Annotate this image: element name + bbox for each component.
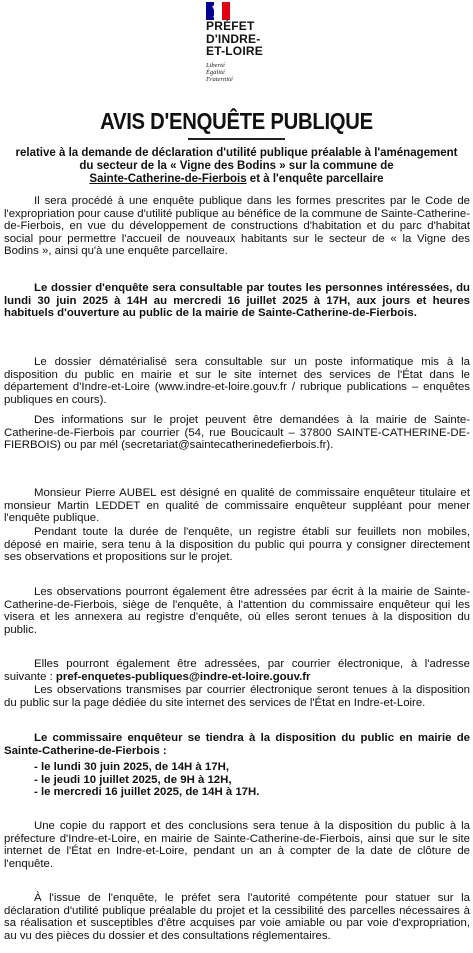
list-item: - le mercredi 16 juillet 2025, de 14H à 17H. <box>34 786 260 799</box>
prefecture-logo <box>196 2 316 94</box>
paragraph-email: Elles pourront également être adressées, par courrier électronique, à l'adresse suivante : pref-enquetes-publiques@indre-et-loire.gouv.fr <box>4 658 470 683</box>
marianne-flag-icon <box>206 2 230 20</box>
paragraph-information: Des informations sur le projet peuvent être demandées à la mairie de Sainte-Catherine-de-Fierbois par courrier (54, rue Boucicault – 37800 SAINTE-CATHERINE-DE-FIERBOIS) ou par mél (secretariat@saintecatherinedefierbois.fr). <box>4 414 470 452</box>
email-address: pref-enquetes-publiques@indre-et-loire.gouv.fr <box>55 670 311 683</box>
paragraph-email-observations: Les observations transmises par courrier électronique seront tenues à la disposition du public sur la page dédiée du site internet des services de l'État en Indre-et-Loire. <box>4 684 470 709</box>
paragraph-register: Pendant toute la durée de l'enquête, un registre établi sur feuillets non mobiles, déposé en mairie, sera tenu à la disposition du public qui pourra y consigner directement ses observations et propositions sur le projet. <box>4 526 470 564</box>
notice-title: AVIS D'ENQUÊTE PUBLIQUE <box>100 108 373 134</box>
prefecture-name: PRÉFET D'INDRE- ET-LOIRE <box>206 19 263 58</box>
paragraph-digital-file: Le dossier dématérialisé sera consultable sur un poste informatique mis à la disposition du public en mairie et sur le site internet des services de l'État dans le département d'Indre-et-Loire (www.indre-et-loire.gouv.fr / rubrique publications – enquêtes publiques en cours). <box>4 356 470 406</box>
permanence-schedule <box>4 761 470 799</box>
paragraph-consultation: Le dossier d'enquête sera consultable par toutes les personnes intéressées, du lundi 30 juin 2025 à 14H au mercredi 16 juillet 2025 à 17H, aux jours et heures habituels d'ouverture au public de la mairie de Sainte-Catherine-de-Fierbois. <box>4 282 470 320</box>
list-item: - le lundi 30 juin 2025, de 14H à 17H, <box>34 761 229 773</box>
paragraph-report: Une copie du rapport et des conclusions sera tenue à la disposition du public à la préfecture d'Indre-et-Loire, en mairie de Sainte-Catherine-de-Fierbois, ainsi que sur le site internet de l'État en Indre-et-Loire, pendant un an à compter de la date de clôture de l'enquête. <box>4 820 470 870</box>
motto: Liberté Égalité Fraternité <box>206 62 233 83</box>
paragraph-commissioner: Monsieur Pierre AUBEL est désigné en qualité de commissaire enquêteur titulaire et monsieur Martin LEDDET en qualité de commissaire enquêteur suppléant pour mener l'enquête publique. <box>4 487 470 525</box>
paragraph-written-observations: Les observations pourront également être adressées par écrit à la mairie de Sainte-Catherine-de-Fierbois, siège de l'enquête, à l'attention du commissaire enquêteur qui les visera et les annexera au registre d'enquête, où elles seront tenues à la disposition du public. <box>4 586 470 636</box>
list-item: - le jeudi 10 juillet 2025, de 9H à 12H, <box>34 773 232 786</box>
title-underline <box>188 138 285 140</box>
paragraph-decision: À l'issue de l'enquête, le préfet sera l'autorité compétente pour statuer sur la déclaration d'utilité publique préalable du projet et la cessibilité des parcelles nécessaires à sa réalisation et susceptibles d'être acquises par voie amiable ou par voie d'expropriation, au vu des pièces du dossier et des consultations réglementaires. <box>4 892 470 942</box>
notice-subtitle: relative à la demande de déclaration d'utilité publique préalable à l'aménagement du secteur de la « Vigne des Bodins » sur la commune de Sainte-Catherine-de-Fierbois et à l'enquête parcellaire <box>15 147 458 185</box>
paragraph-permanences: Le commissaire enquêteur se tiendra à la disposition du public en mairie de Sainte-Catherine-de-Fierbois : <box>4 732 470 757</box>
paragraph-intro: Il sera procédé à une enquête publique dans les formes prescrites par le Code de l'expropriation pour cause d'utilité publique au bénéfice de la commune de Sainte-Catherine-de-Fierbois, en vue du développement de constructions d'habitation et du parc d'habitat social pour permettre l'accueil de nouveaux habitants sur le secteur de « la Vigne des Bodins », ainsi qu'à une enquête parcellaire. <box>4 195 470 258</box>
